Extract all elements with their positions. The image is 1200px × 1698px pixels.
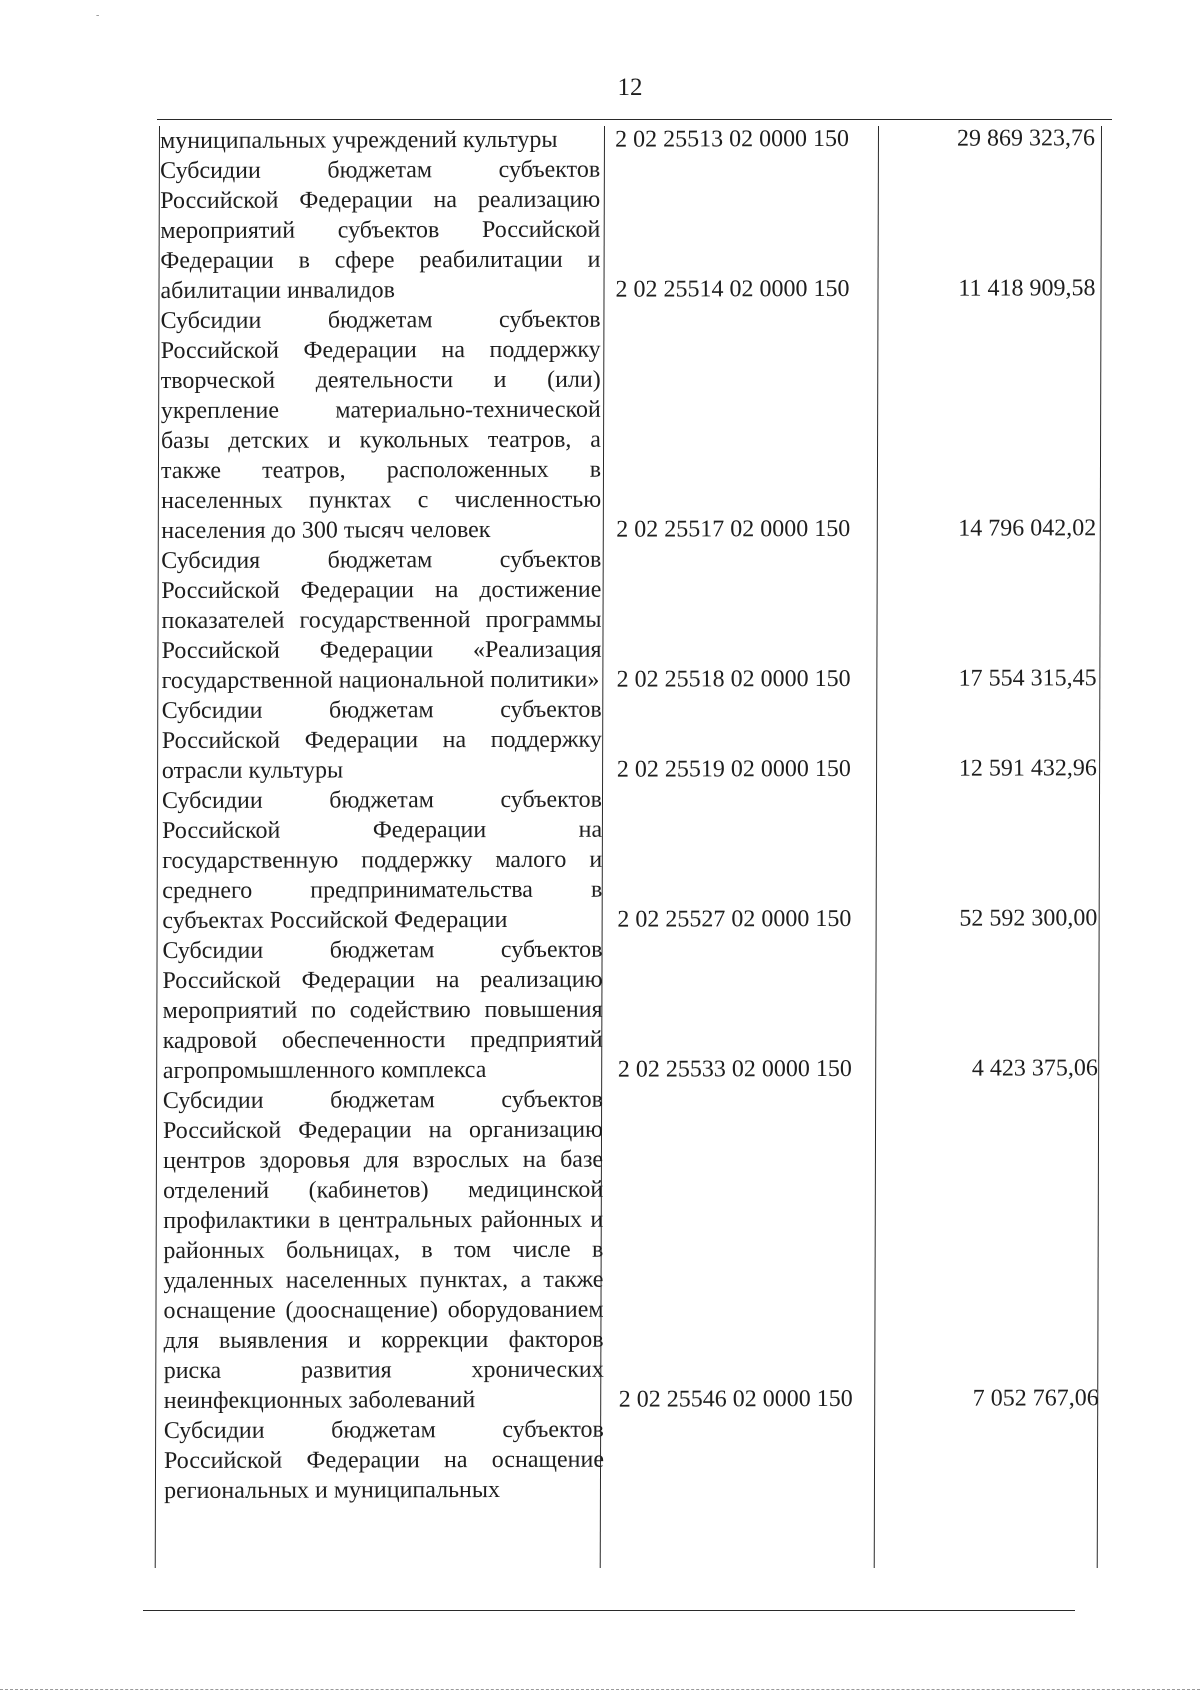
row-code: 2 02 25546 02 0000 150 xyxy=(618,1385,853,1413)
row-description: Субсидия бюджетам субъектов Российской Федерации на достижение показателей государственной программы Российской Федерации «Реализация государственной национальной политики» xyxy=(161,546,602,694)
table-row xyxy=(158,543,1113,696)
row-amount xyxy=(880,1413,1103,1504)
table-row xyxy=(159,933,1114,1086)
row-code: 2 02 25513 02 0000 150 xyxy=(615,125,850,153)
row-description: Субсидии бюджетам субъектов Российской Федерации на поддержку творческой деятельности и (или) укрепление материально-технической базы детских и кукольных театров, а также театров, расположенных в населенных пунктах с численностью населения до 300 тысяч человек xyxy=(160,306,602,544)
row-code xyxy=(606,1414,880,1505)
row-description: муниципальных учреждений культуры xyxy=(160,126,558,154)
row-code: 2 02 25519 02 0000 150 xyxy=(616,755,851,783)
row-description: Субсидии бюджетам субъектов Российской Федерации на государственную поддержку малого и среднего предпринимательства в субъектах Российской Федерации xyxy=(161,786,603,934)
row-amount: 7 052 767,06 xyxy=(972,1385,1099,1412)
table-row xyxy=(157,123,1112,156)
row-amount: 29 869 323,76 xyxy=(957,125,1096,152)
table-row xyxy=(159,783,1114,936)
table-top-rule xyxy=(157,119,1112,120)
row-code: 2 02 25527 02 0000 150 xyxy=(617,905,852,933)
page-number: 12 xyxy=(617,74,643,101)
row-description: Субсидии бюджетам субъектов Российской Федерации на поддержку отрасли культуры xyxy=(161,696,602,784)
table-bottom-rule xyxy=(143,1610,1075,1611)
row-code: 2 02 25517 02 0000 150 xyxy=(616,515,851,543)
row-description: Субсидии бюджетам субъектов Российской Федерации на организацию центров здоровья для взрослых на базе отделений (кабинетов) медицинской профилактики в центральных районных и районных больницах, в том числе в удаленных населенных пунктах, а также оснащение (дооснащение) оборудованием для выявления и коррекции факторов риска развития хронических неинфекционных заболеваний xyxy=(162,1086,604,1414)
row-description: Субсидии бюджетам субъектов Российской Федерации на реализацию мероприятий субъектов Российской Федерации в сфере реабилитации и абилитации инвалидов xyxy=(160,156,601,304)
budget-table xyxy=(157,123,1116,1506)
row-amount: 52 592 300,00 xyxy=(959,905,1098,932)
row-code: 2 02 25533 02 0000 150 xyxy=(617,1055,852,1083)
row-code: 2 02 25514 02 0000 150 xyxy=(615,275,850,303)
row-amount: 17 554 315,45 xyxy=(958,665,1097,692)
row-amount: 14 796 042,02 xyxy=(958,515,1097,542)
row-amount: 11 418 909,58 xyxy=(958,275,1096,302)
table-row xyxy=(161,1413,1116,1506)
scan-edge-line xyxy=(0,1689,1200,1690)
scan-mark: - xyxy=(96,10,100,21)
table-row xyxy=(157,153,1112,306)
row-description: Субсидии бюджетам субъектов Российской Федерации на оснащение региональных и муниципальных xyxy=(163,1416,604,1504)
row-amount: 4 423 375,06 xyxy=(971,1055,1098,1082)
row-description: Субсидии бюджетам субъектов Российской Федерации на реализацию мероприятий по содействию повышения кадровой обеспеченности предприятий агропромышленного комплекса xyxy=(162,936,603,1084)
row-code: 2 02 25518 02 0000 150 xyxy=(616,665,851,693)
table-row xyxy=(159,693,1114,786)
table-row xyxy=(158,303,1114,546)
row-amount: 12 591 432,96 xyxy=(958,755,1097,782)
table-row xyxy=(160,1083,1116,1416)
